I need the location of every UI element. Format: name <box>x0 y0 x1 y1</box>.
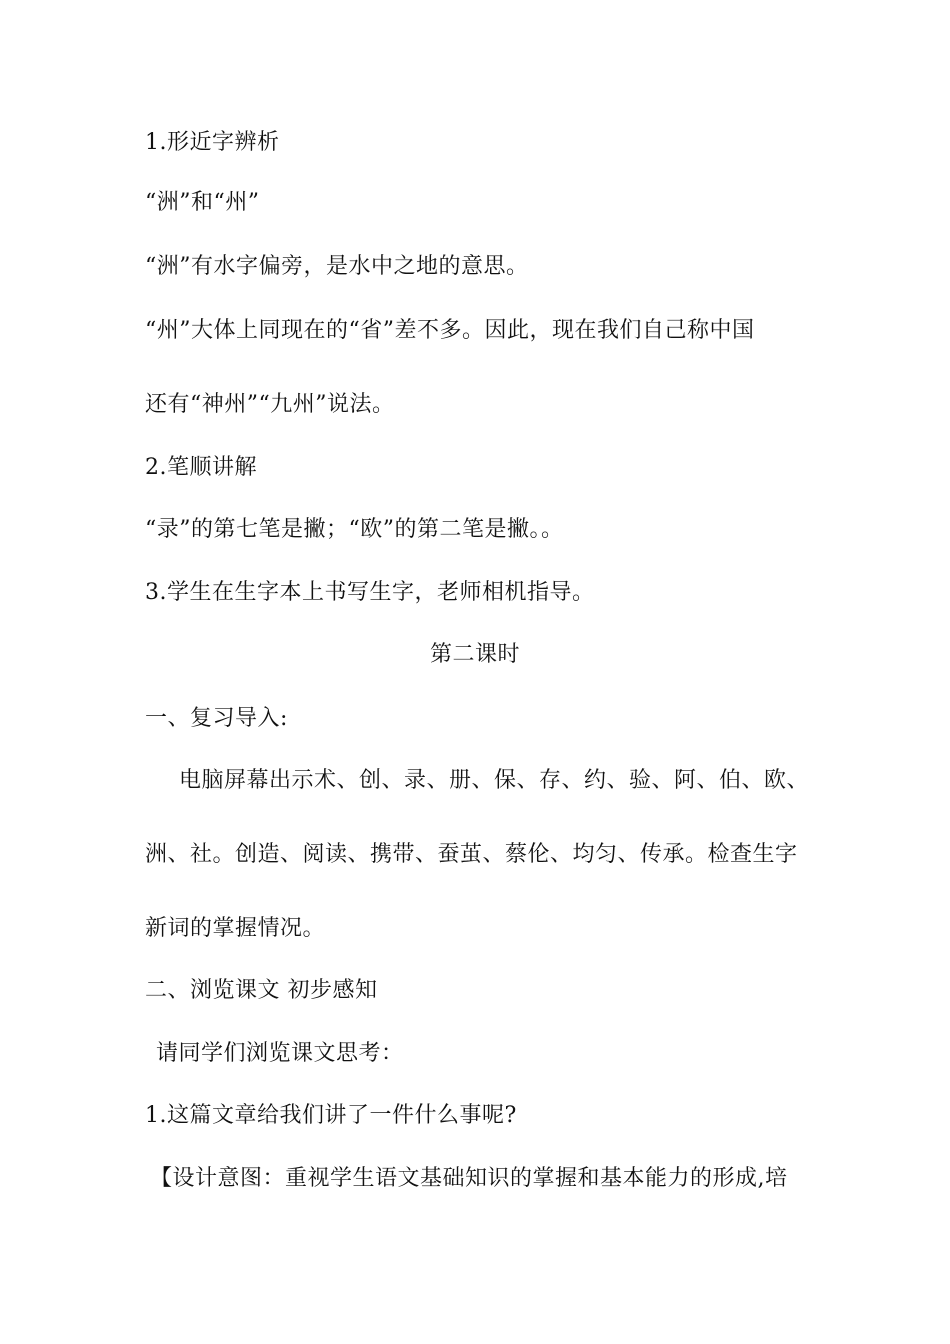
paragraph-line: “录”的第七笔是撇；“欧”的第二笔是撇。。 <box>145 517 564 542</box>
paragraph-line: 电脑屏幕出示术、创、录、册、保、存、约、验、阿、伯、欧、 <box>179 768 810 793</box>
section-heading-review: 一、复习导入: <box>145 706 288 731</box>
paragraph-line: 洲、社。创造、阅读、携带、蚕茧、蔡伦、均匀、传承。检查生字 <box>145 842 798 867</box>
paragraph-line: 还有“神州”“九州”说法。 <box>145 392 395 417</box>
question-line: 1.这篇文章给我们讲了一件什么事呢? <box>145 1103 517 1128</box>
paragraph-line: “洲”有水字偏旁，是水中之地的意思。 <box>145 254 529 279</box>
paragraph-line: 3.学生在生字本上书写生字，老师相机指导。 <box>145 580 595 605</box>
section-heading-stroke-order: 2.笔顺讲解 <box>145 455 257 480</box>
section-heading-similar-characters: 1.形近字辨析 <box>145 130 280 155</box>
character-pair-line: “洲”和“州” <box>145 190 260 215</box>
paragraph-line: “州”大体上同现在的“省”差不多。因此，现在我们自己称中国 <box>145 318 755 343</box>
section-heading-browse: 二、浏览课文 初步感知 <box>145 978 378 1003</box>
paragraph-line: 请同学们浏览课文思考： <box>156 1041 404 1066</box>
lesson-title: 第二课时 <box>429 642 520 667</box>
paragraph-line: 新词的掌握情况。 <box>145 916 326 941</box>
design-intent-line: 【设计意图：重视学生语文基础知识的掌握和基本能力的形成,培 <box>150 1166 788 1191</box>
